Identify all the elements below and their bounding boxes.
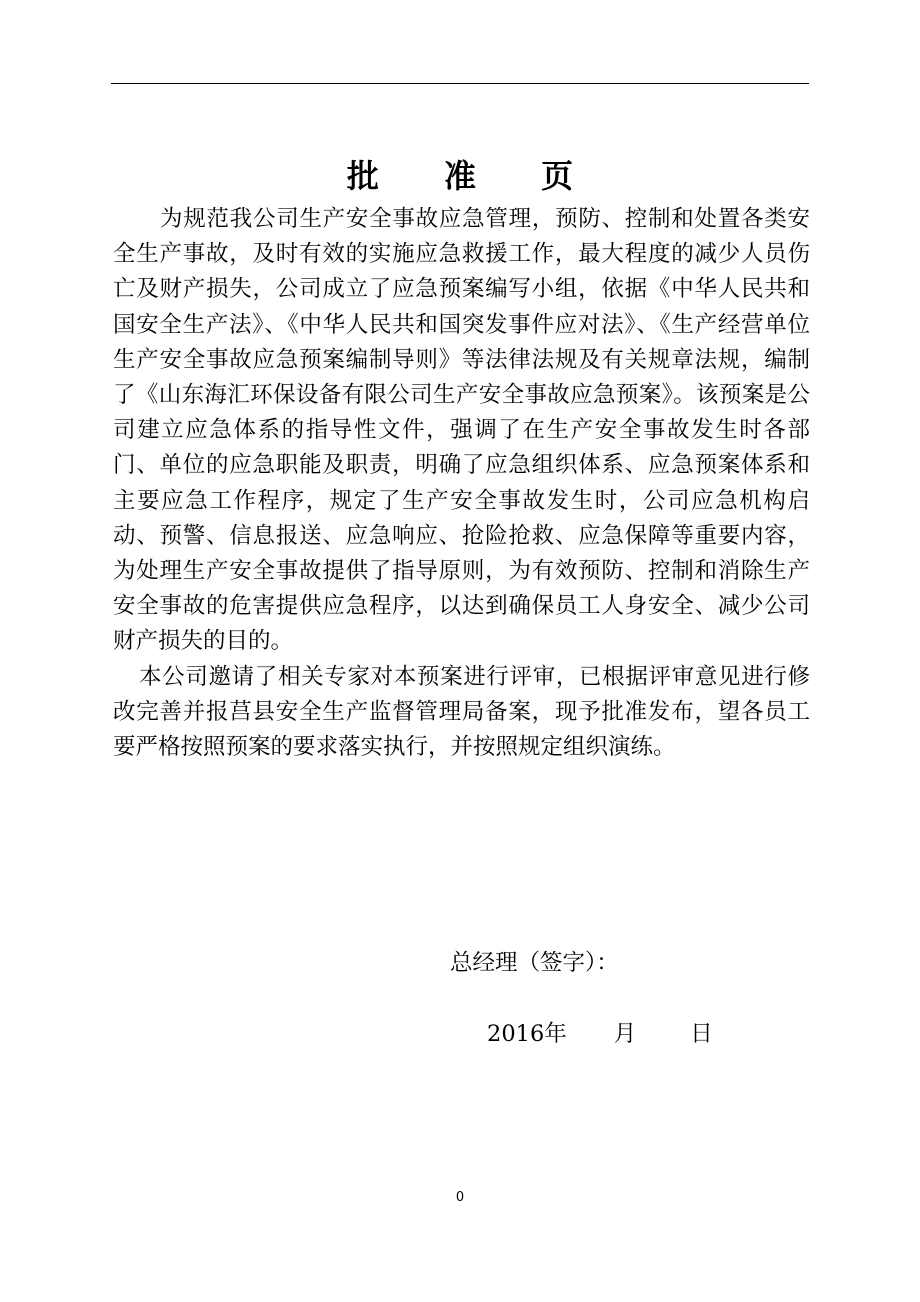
date-line	[487, 1017, 713, 1051]
paragraph-approval-release: 本公司邀请了相关专家对本预案进行评审，已根据评审意见进行修改完善并报莒县安全生产监督管理局备案，现予批准发布，望各员工要严格按照预案的要求落实执行，并按照规定组织演练。	[113, 663, 810, 761]
header-rule	[111, 83, 809, 84]
page-number: 0	[455, 1190, 465, 1205]
page-title: 批 准 页	[346, 157, 601, 195]
body-text	[113, 202, 810, 765]
date-month: 月	[613, 1021, 637, 1047]
paragraph-approval-purpose: 为规范我公司生产安全事故应急管理，预防、控制和处置各类安全生产事故，及时有效的实施应急救援工作，最大程度的减少人员伤亡及财产损失，公司成立了应急预案编写小组，依据《中华人民共和国安全生产法》、《中华人民共和国突发事件应对法》、《生产经营单位生产安全事故应急预案编制导则》等法律法规及有关规章法规，编制了《山东海汇环保设备有限公司生产安全事故应急预案》。该预案是公司建立应急体系的指导性文件，强调了在生产安全事故发生时各部门、单位的应急职能及职责，明确了应急组织体系、应急预案体系和主要应急工作程序，规定了生产安全事故发生时，公司应急机构启动、预警、信息报送、应急响应、抢险抢救、应急保障等重要内容，为处理生产安全事故提供了指导原则，为有效预防、控制和消除生产安全事故的危害提供应急程序，以达到确保员工人身安全、减少公司财产损失的目的。	[113, 206, 810, 655]
date-year: 2016年	[487, 1021, 567, 1047]
date-day: 日	[690, 1021, 713, 1047]
signature-label: 总经理（签字）：	[450, 950, 619, 976]
